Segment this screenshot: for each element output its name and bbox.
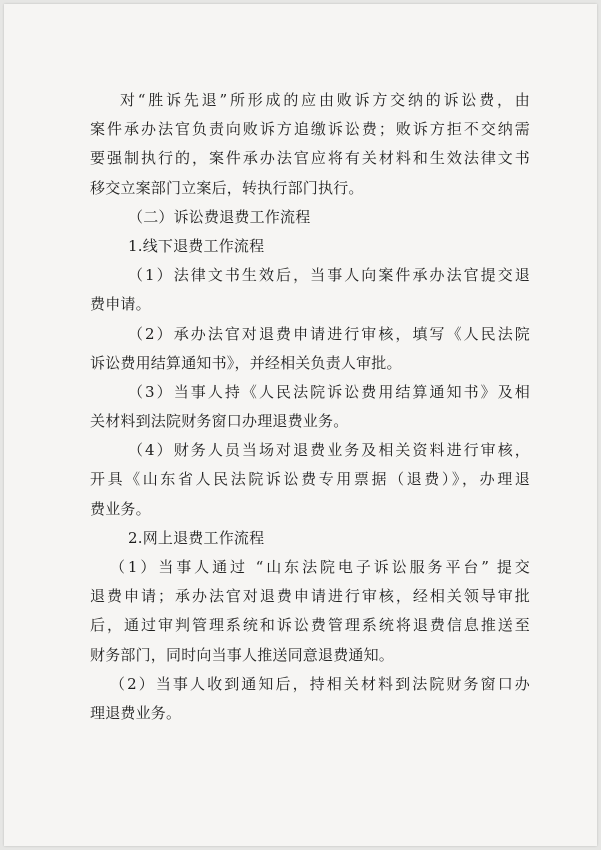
paragraph-line: 案件承办法官负责向败诉方追缴诉讼费；败诉方拒不交纳需	[90, 120, 530, 139]
paragraph-line: （1）当事人通过 “山东法院电子诉讼服务平台” 提交	[110, 558, 530, 576]
paragraph-line: 要强制执行的，案件承办法官应将有关材料和生效法律文书	[90, 149, 530, 168]
paragraph-line: （4）财务人员当场对退费业务及相关资料进行审核，	[128, 441, 530, 460]
paragraph-line: （1）法律文书生效后，当事人向案件承办法官提交退	[128, 266, 530, 285]
paragraph-line: 费申请。	[90, 295, 151, 314]
document-page	[4, 4, 597, 846]
paragraph-line: 理退费业务。	[90, 703, 182, 722]
paragraph-line: 移交立案部门立案后，转执行部门执行。	[90, 178, 364, 197]
section-heading: （二）诉讼费退费工作流程	[128, 207, 311, 226]
paragraph-line: 财务部门，同时向当事人推送同意退费通知。	[90, 645, 395, 664]
paragraph-line: 退费申请；承办法官对退费申请进行审核，经相关领导审批	[90, 587, 530, 606]
paragraph-line: 费业务。	[90, 499, 151, 518]
document-body	[90, 86, 530, 728]
paragraph-line: 后，通过审判管理系统和诉讼费管理系统将退费信息推送至	[90, 616, 530, 635]
paragraph-line: （2）当事人收到通知后，持相关材料到法院财务窗口办	[110, 674, 530, 693]
subsection-heading: 2.网上退费工作流程	[128, 528, 265, 547]
subsection-heading: 1.线下退费工作流程	[128, 236, 265, 255]
paragraph-line: 开具《山东省人民法院诉讼费专用票据（退费）》，办理退	[90, 470, 530, 489]
paragraph-line: 关材料到法院财务窗口办理退费业务。	[90, 412, 349, 431]
paragraph-line: （3）当事人持《人民法院诉讼费用结算通知书》及相	[128, 382, 530, 401]
paragraph-line: （2）承办法官对退费申请进行审核，填写《人民法院	[128, 324, 530, 343]
paragraph-line: 诉讼费用结算通知书》，并经相关负责人审批。	[90, 353, 402, 372]
paragraph-line: 对“胜诉先退”所形成的应由败诉方交纳的诉讼费，由	[120, 91, 530, 109]
